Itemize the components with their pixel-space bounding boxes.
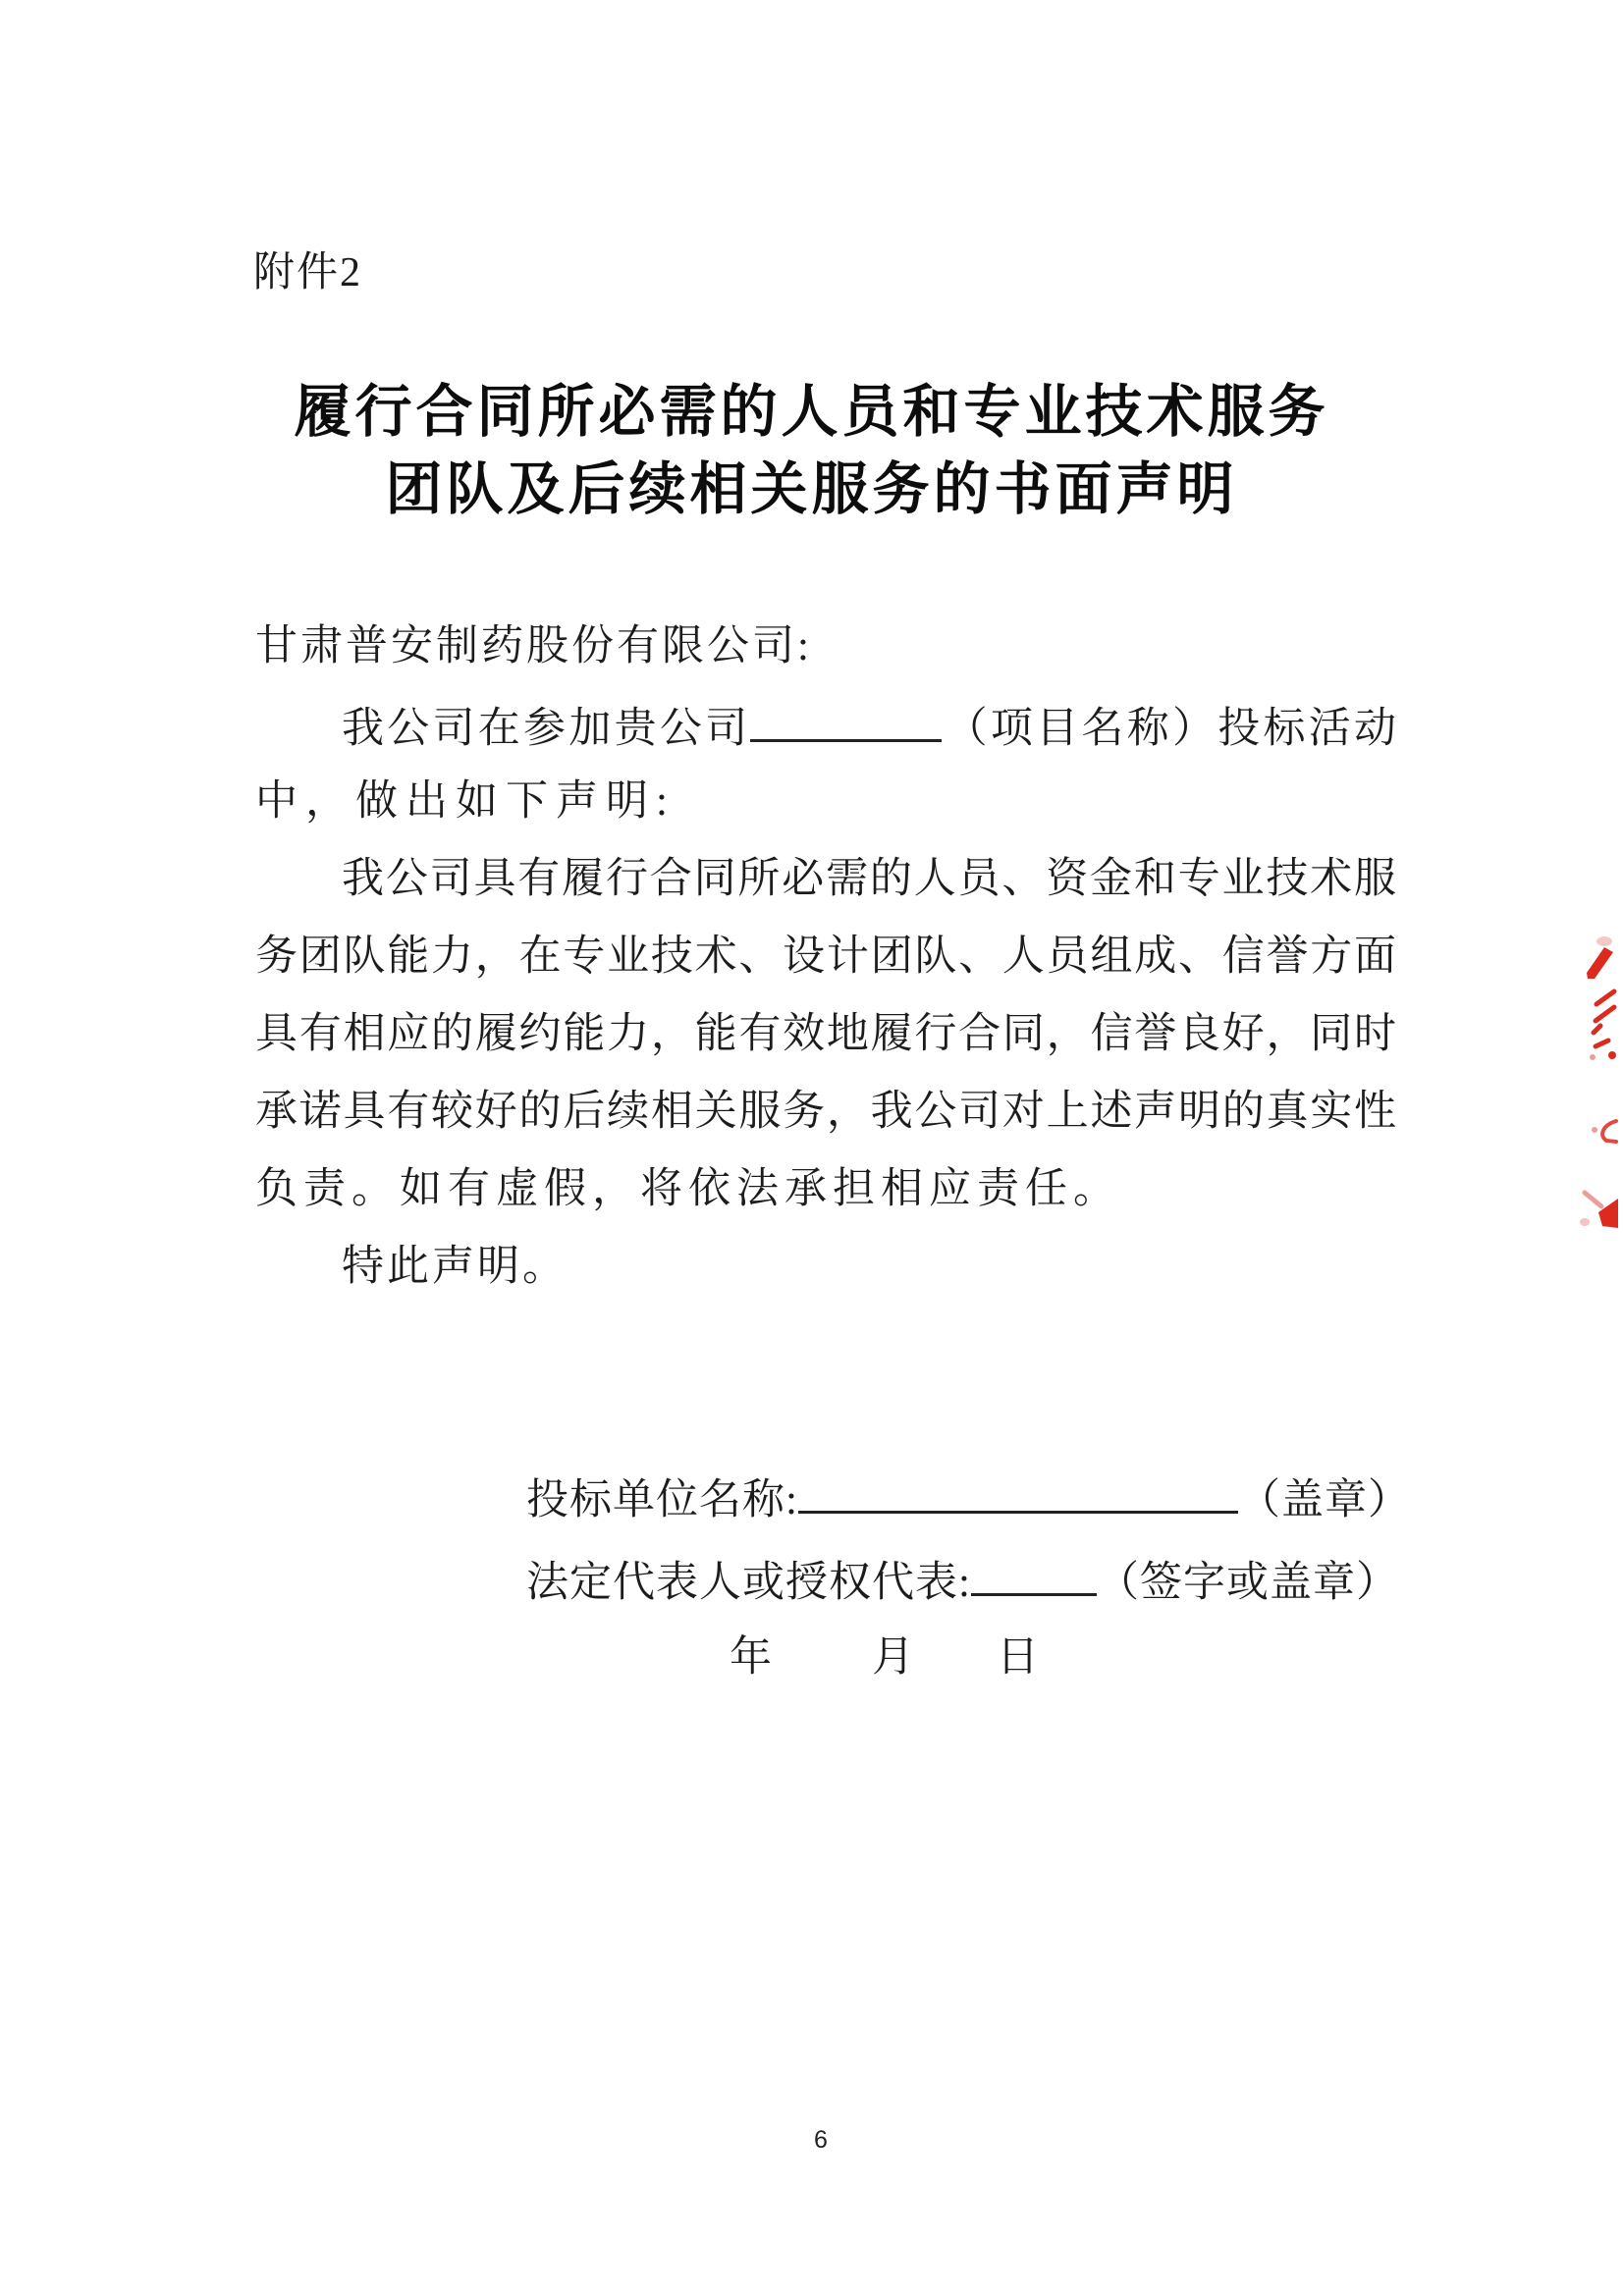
title-line-2: 团队及后续相关服务的书面声明 [385,457,1238,521]
bidder-unit-label: 投标单位名称: [526,1477,798,1523]
closing-line: 特此声明。 [342,1244,568,1290]
date-year-label: 年 [730,1634,772,1681]
paragraph1-text-before-blank: 我公司在参加贵公司 [342,706,751,752]
salutation-line: 甘肃普安制药股份有限公司: [255,623,812,669]
sign-or-seal-suffix: （签字或盖章） [1096,1560,1399,1606]
attachment-label: 附件2 [253,250,363,295]
project-name-blank-underline [750,700,942,742]
bidder-unit-blank-underline [798,1471,1238,1514]
paragraph1-line1 [255,700,1396,754]
seal-suffix: （盖章） [1237,1477,1411,1523]
paragraph2-line5: 负责。如有虚假，将依法承担相应责任。 [255,1166,1121,1212]
paragraph2-line3: 具有相应的履约能力，能有效地履行合同，信誉良好，同时 [255,1011,1396,1057]
date-day-label: 日 [997,1634,1039,1681]
date-month-label: 月 [872,1634,914,1681]
document-title [0,373,1623,528]
representative-label: 法定代表人或授权代表: [526,1560,971,1606]
signature-unit-line [526,1467,1411,1526]
paragraph1-text-after-blank: （项目名称）投标活动 [942,706,1397,752]
page-number: 6 [814,2126,828,2154]
representative-blank-underline [971,1554,1097,1596]
title-line-1: 履行合同所必需的人员和专业技术服务 [294,380,1329,444]
signature-representative-line [526,1549,1399,1609]
date-line [730,1624,1039,1683]
paragraph2-line1: 我公司具有履行合同所必需的人员、资金和专业技术服 [342,856,1396,902]
paragraph1-line2: 中，做出如下声明: [255,778,676,825]
red-ink-stamp-fragment [1576,935,1623,1242]
paragraph2-line2: 务团队能力，在专业技术、设计团队、人员组成、信誉方面 [255,934,1396,980]
paragraph2-line4: 承诺具有较好的后续相关服务，我公司对上述声明的真实性 [255,1089,1396,1135]
